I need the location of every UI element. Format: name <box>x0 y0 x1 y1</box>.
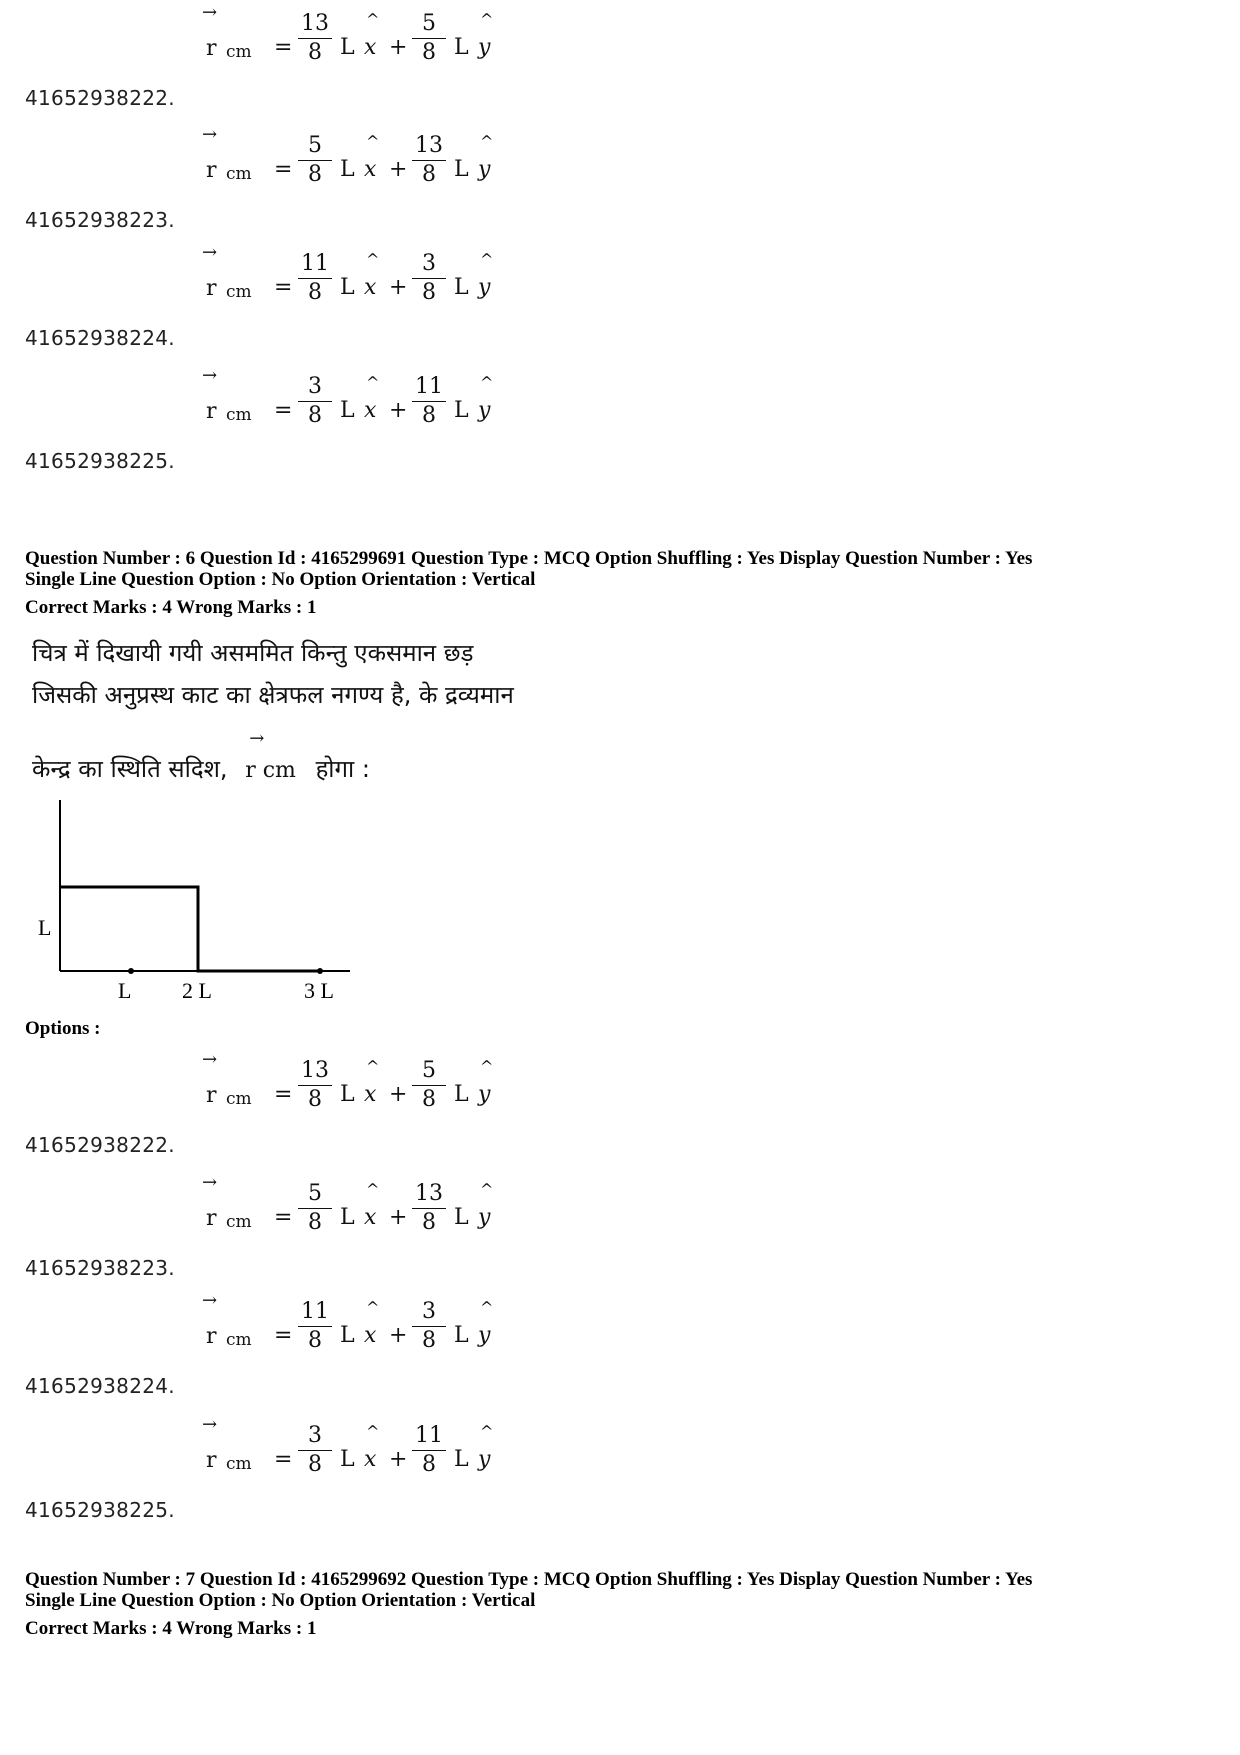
option-4[interactable] <box>0 1412 600 1522</box>
fraction-a <box>298 1422 332 1479</box>
x-hat-icon: ^ <box>366 1298 380 1317</box>
option-id: 41652938225. <box>25 1498 175 1522</box>
L-symbol: L <box>454 1323 469 1348</box>
question-6-text-suffix: होगा : <box>315 755 370 783</box>
vector-arrow: → <box>202 242 218 263</box>
question-6-text-line-1: चित्र में दिखायी गयी असममित किन्तु एकसमान छड़ <box>32 639 474 667</box>
fraction-a-denominator: 8 <box>308 162 322 187</box>
rcm-text: r cm <box>245 758 296 783</box>
L-symbol: L <box>454 1082 469 1107</box>
L-symbol: L <box>340 35 355 60</box>
vector-arrow: → <box>202 1290 218 1311</box>
fraction-a-denominator: 8 <box>308 1328 322 1353</box>
r-symbol: r <box>206 158 217 183</box>
fraction-b-denominator: 8 <box>422 1452 436 1477</box>
y-hat-icon: ^ <box>480 373 494 392</box>
fraction-a-denominator: 8 <box>308 40 322 65</box>
fraction-a <box>298 1180 332 1237</box>
fraction-b <box>412 1298 446 1355</box>
L-symbol: L <box>340 157 355 182</box>
vector-arrow: → <box>202 1414 218 1435</box>
r-symbol: r <box>206 36 217 61</box>
option-id: 41652938225. <box>25 449 175 473</box>
cm-subscript: cm <box>226 405 252 425</box>
fraction-b-numerator: 11 <box>412 1422 446 1451</box>
cm-subscript: cm <box>226 1212 252 1232</box>
fraction-a-numerator: 5 <box>298 132 332 161</box>
vector-arrow: → <box>249 728 265 749</box>
question-6-marks: Correct Marks : 4 Wrong Marks : 1 <box>25 597 317 618</box>
fraction-b-numerator: 5 <box>412 1057 446 1086</box>
y-symbol: y <box>478 398 491 423</box>
fraction-a-denominator: 8 <box>308 403 322 428</box>
y-symbol: y <box>478 1205 491 1230</box>
option-id: 41652938224. <box>25 326 175 350</box>
rod-figure <box>30 795 370 1005</box>
r-symbol: r <box>206 1324 217 1349</box>
question-6-text-prefix: केन्द्र का स्थिति सदिश, <box>32 755 228 783</box>
equals-sign: = <box>274 1447 293 1472</box>
fraction-b-denominator: 8 <box>422 1328 436 1353</box>
question-6-text-line-3 <box>32 728 370 785</box>
plus-sign: + <box>389 1447 408 1472</box>
option-id: 41652938223. <box>25 208 175 232</box>
fraction-b-denominator: 8 <box>422 162 436 187</box>
fraction-b <box>412 250 446 307</box>
x-hat-icon: ^ <box>366 1422 380 1441</box>
fraction-b-numerator: 5 <box>412 10 446 39</box>
rcm-vector-symbol <box>245 728 296 783</box>
x-symbol: x <box>364 1447 377 1472</box>
fraction-a-denominator: 8 <box>308 1210 322 1235</box>
question-6-meta-line-1: Question Number : 6 Question Id : 4165299691 Question Type : MCQ Option Shuffling : Yes Display Question Number : Yes <box>25 548 1033 569</box>
x-label-2: 2 L <box>182 978 212 1003</box>
cm-subscript: cm <box>226 1089 252 1109</box>
cm-subscript: cm <box>226 1330 252 1350</box>
cm-subscript: cm <box>226 282 252 302</box>
L-symbol: L <box>454 35 469 60</box>
x-symbol: x <box>364 398 377 423</box>
options-label: Options : <box>25 1018 101 1039</box>
fraction-a-numerator: 3 <box>298 373 332 402</box>
option-id: 41652938222. <box>25 1133 175 1157</box>
fraction-a <box>298 132 332 189</box>
L-symbol: L <box>340 275 355 300</box>
question-6-meta-line-2: Single Line Question Option : No Option Orientation : Vertical <box>25 569 536 590</box>
y-symbol: y <box>478 275 491 300</box>
x-label-1: L <box>118 978 132 1003</box>
y-hat-icon: ^ <box>480 1057 494 1076</box>
option-3[interactable] <box>0 240 600 350</box>
L-symbol: L <box>454 1205 469 1230</box>
option-3[interactable] <box>0 1288 600 1398</box>
option-id: 41652938224. <box>25 1374 175 1398</box>
fraction-a <box>298 10 332 67</box>
x-symbol: x <box>364 1205 377 1230</box>
fraction-b-denominator: 8 <box>422 403 436 428</box>
fraction-b <box>412 1422 446 1479</box>
option-4[interactable] <box>0 363 600 473</box>
option-id: 41652938223. <box>25 1256 175 1280</box>
fraction-b <box>412 373 446 430</box>
plus-sign: + <box>389 1082 408 1107</box>
L-symbol: L <box>454 398 469 423</box>
L-symbol: L <box>340 1205 355 1230</box>
y-symbol: y <box>478 1082 491 1107</box>
vector-arrow: → <box>202 2 218 23</box>
x-hat-icon: ^ <box>366 10 380 29</box>
fraction-b-numerator: 3 <box>412 250 446 279</box>
x-label-3: 3 L <box>304 978 334 1003</box>
L-symbol: L <box>454 275 469 300</box>
fraction-a <box>298 250 332 307</box>
fraction-b <box>412 1180 446 1237</box>
fraction-b <box>412 10 446 67</box>
x-symbol: x <box>364 157 377 182</box>
fraction-b-numerator: 3 <box>412 1298 446 1327</box>
L-symbol: L <box>340 1447 355 1472</box>
y-symbol: y <box>478 35 491 60</box>
fraction-b-numerator: 13 <box>412 1180 446 1209</box>
fraction-a-numerator: 11 <box>298 250 332 279</box>
x-symbol: x <box>364 1082 377 1107</box>
option-id: 41652938222. <box>25 86 175 110</box>
cm-subscript: cm <box>226 1454 252 1474</box>
x-symbol: x <box>364 35 377 60</box>
cm-subscript: cm <box>226 42 252 62</box>
r-symbol: r <box>206 1206 217 1231</box>
y-symbol: y <box>478 157 491 182</box>
fraction-b-denominator: 8 <box>422 1087 436 1112</box>
question-7-meta-line-1: Question Number : 7 Question Id : 4165299692 Question Type : MCQ Option Shuffling : Yes Display Question Number : Yes <box>25 1569 1033 1590</box>
fraction-b-denominator: 8 <box>422 40 436 65</box>
option-2[interactable] <box>0 1170 600 1280</box>
fraction-b-numerator: 13 <box>412 132 446 161</box>
L-symbol: L <box>340 398 355 423</box>
y-symbol: y <box>478 1447 491 1472</box>
x-symbol: x <box>364 275 377 300</box>
L-symbol: L <box>454 157 469 182</box>
question-6-text-line-2: जिसकी अनुप्रस्थ काट का क्षेत्रफल नगण्य है, के द्रव्यमान <box>32 681 514 709</box>
fraction-a-denominator: 8 <box>308 1087 322 1112</box>
question-7-meta-line-2: Single Line Question Option : No Option Orientation : Vertical <box>25 1590 536 1611</box>
plus-sign: + <box>389 1323 408 1348</box>
x-hat-icon: ^ <box>366 373 380 392</box>
fraction-a <box>298 1057 332 1114</box>
fraction-a <box>298 373 332 430</box>
question-7-marks: Correct Marks : 4 Wrong Marks : 1 <box>25 1618 317 1639</box>
fraction-b-numerator: 11 <box>412 373 446 402</box>
L-symbol: L <box>340 1323 355 1348</box>
r-symbol: r <box>206 1083 217 1108</box>
fraction-a-numerator: 3 <box>298 1422 332 1451</box>
y-hat-icon: ^ <box>480 250 494 269</box>
equals-sign: = <box>274 398 293 423</box>
fraction-b <box>412 132 446 189</box>
equals-sign: = <box>274 157 293 182</box>
fraction-a-numerator: 5 <box>298 1180 332 1209</box>
fraction-b-denominator: 8 <box>422 1210 436 1235</box>
r-symbol: r <box>206 276 217 301</box>
option-1[interactable] <box>0 0 600 110</box>
fraction-a-denominator: 8 <box>308 280 322 305</box>
plus-sign: + <box>389 35 408 60</box>
y-label: L <box>38 915 52 940</box>
equals-sign: = <box>274 275 293 300</box>
plus-sign: + <box>389 275 408 300</box>
x-symbol: x <box>364 1323 377 1348</box>
L-symbol: L <box>340 1082 355 1107</box>
option-2[interactable] <box>0 122 600 232</box>
y-hat-icon: ^ <box>480 1298 494 1317</box>
y-hat-icon: ^ <box>480 10 494 29</box>
plus-sign: + <box>389 398 408 423</box>
equals-sign: = <box>274 1323 293 1348</box>
equals-sign: = <box>274 1205 293 1230</box>
equals-sign: = <box>274 1082 293 1107</box>
x-hat-icon: ^ <box>366 1057 380 1076</box>
mark-3L <box>317 968 323 974</box>
L-symbol: L <box>454 1447 469 1472</box>
x-hat-icon: ^ <box>366 250 380 269</box>
equals-sign: = <box>274 35 293 60</box>
fraction-a-denominator: 8 <box>308 1452 322 1477</box>
vector-arrow: → <box>202 1172 218 1193</box>
option-1[interactable] <box>0 1047 600 1157</box>
y-hat-icon: ^ <box>480 132 494 151</box>
plus-sign: + <box>389 1205 408 1230</box>
fraction-b-denominator: 8 <box>422 280 436 305</box>
fraction-a-numerator: 13 <box>298 10 332 39</box>
vector-arrow: → <box>202 1049 218 1070</box>
y-hat-icon: ^ <box>480 1422 494 1441</box>
fraction-a-numerator: 11 <box>298 1298 332 1327</box>
r-symbol: r <box>206 399 217 424</box>
fraction-a-numerator: 13 <box>298 1057 332 1086</box>
vector-arrow: → <box>202 124 218 145</box>
mark-L <box>128 968 134 974</box>
cm-subscript: cm <box>226 164 252 184</box>
r-symbol: r <box>206 1448 217 1473</box>
rod-shape <box>60 887 320 971</box>
x-hat-icon: ^ <box>366 1180 380 1199</box>
x-hat-icon: ^ <box>366 132 380 151</box>
vector-arrow: → <box>202 365 218 386</box>
y-symbol: y <box>478 1323 491 1348</box>
fraction-a <box>298 1298 332 1355</box>
plus-sign: + <box>389 157 408 182</box>
fraction-b <box>412 1057 446 1114</box>
y-hat-icon: ^ <box>480 1180 494 1199</box>
